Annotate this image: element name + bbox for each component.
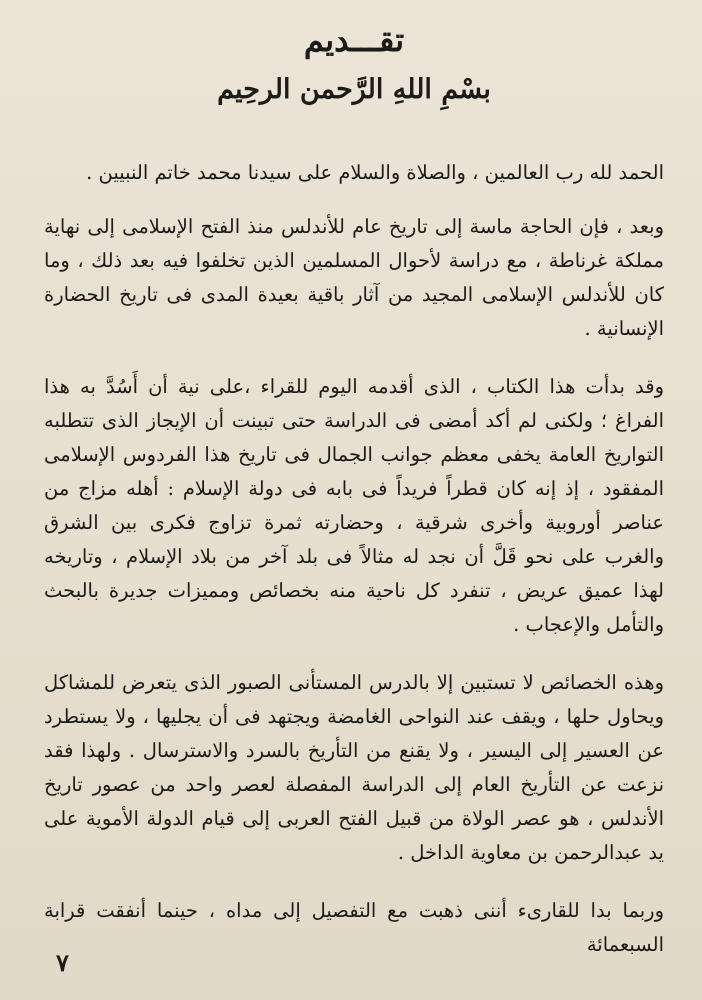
paragraph-need-for-history: وبعد ، فإن الحاجة ماسة إلى تاريخ عام للأندلس منذ الفتح الإسلامى إلى نهاية مملكة غرناطة ، مع دراسة لأحوال المسلمين الذين تخلفوا فيه بعد ذلك ، وما كان للأندلس الإسلامى المجيد من آثار باقية بعيدة المدى فى تاريخ الحضارة الإنسانية . [44,215,664,340]
page-number: ٧ [56,948,69,977]
paragraph-opening-praise: الحمد لله رب العالمين ، والصلاة والسلام على سيدنا محمد خاتم النبيين . [86,161,664,184]
page-title: تقـــديم [303,21,405,59]
basmala-heading: بسْمِ اللهِ الرَّحمن الرحِيم [217,74,491,105]
paragraph-book-purpose: وقد بدأت هذا الكتاب ، الذى أقدمه اليوم للقراء ،على نية أن أَسُدَّ به هذا الفراغ ؛ ولكنى لم أكد أمضى فى الدراسة حتى تبينت أن الإيجاز الذى تتطلبه التواريخ العامة يخفى معظم جوانب الجمال فى تاريخ هذا الفردوس الإسلامى المفقود ، إذ إنه كان قطراً فريداً فى بابه فى دولة الإسلام : أهله مزاج من عناصر أوروبية وأخرى شرقية ، وحضارته ثمرة تزاوج فكرى بين الشرق والغرب على نحو قَلَّ أن نجد له مثالاً فى بلد آخر من بلاد الإسلام ، وتاريخه لهذا عميق عريض ، تنفرد كل ناحية منه بخصائص ومميزات جديرة بالبحث والتأمل والإعجاب . [44,375,664,636]
paragraph-detail-note: وربما بدا للقارىء أننى ذهبت مع التفصيل إلى مداه ، حينما أنفقت قرابة السبعمائة [44,899,664,956]
paragraph-study-method: وهذه الخصائص لا تستبين إلا بالدرس المستأنى الصبور الذى يتعرض للمشاكل ويحاول حلها ، ويقف عند النواحى الغامضة ويجتهد فى أن يجليها ، ولا يستطرد عن العسير إلى اليسير ، ولا يقنع من التأريخ بالسرد والاسترسال . ولهذا فقد نزعت عن التأريخ العام إلى الدراسة المفصلة لعصر واحد من عصور تاريخ الأندلس ، هو عصر الولاة من قبيل الفتح العربى إلى قيام الدولة الأموية على يد عبدالرحمن بن معاوية الداخل . [44,671,664,864]
